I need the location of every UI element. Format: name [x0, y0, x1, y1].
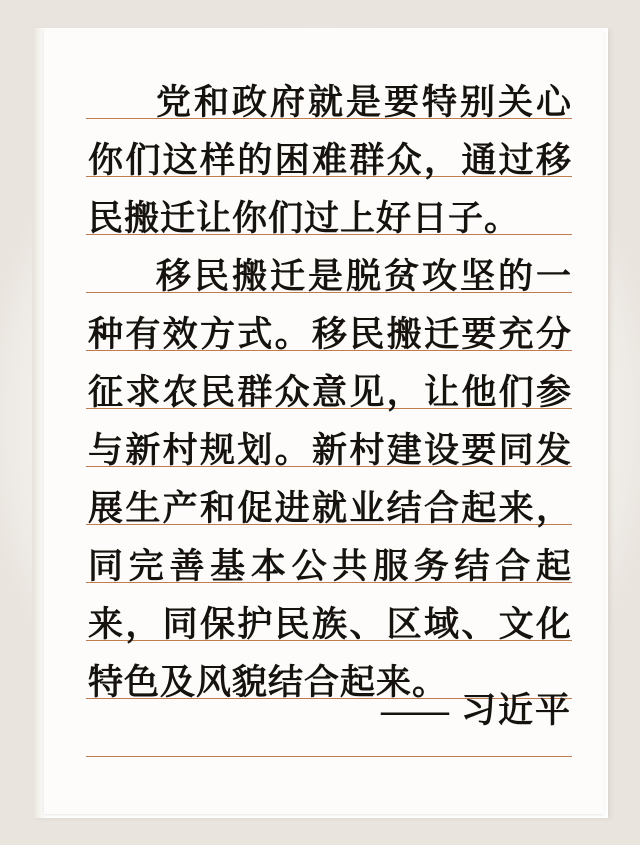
paragraph-text: 移民搬迁是脱贫攻坚的一种有效方式。移民搬迁要充分征求农民群众意见，让他们参与新村规划。新村建设要同发展生产和促进就业结合起来，同完善基本公共服务结合起来，同保护民族、区域、文化特色及风貌结合起来。 [88, 257, 572, 702]
quote-card [44, 30, 604, 814]
quote-paragraph-1 [88, 74, 572, 248]
quote-paragraph-2 [88, 248, 572, 712]
attribution [381, 682, 572, 740]
attribution-name: 习近平 [460, 691, 572, 730]
attribution-dash: —— [380, 691, 447, 730]
paragraph-text: 党和政府就是要特别关心你们这样的困难群众，通过移民搬迁让你们过上好日子。 [88, 83, 572, 238]
quote-content [88, 74, 572, 774]
